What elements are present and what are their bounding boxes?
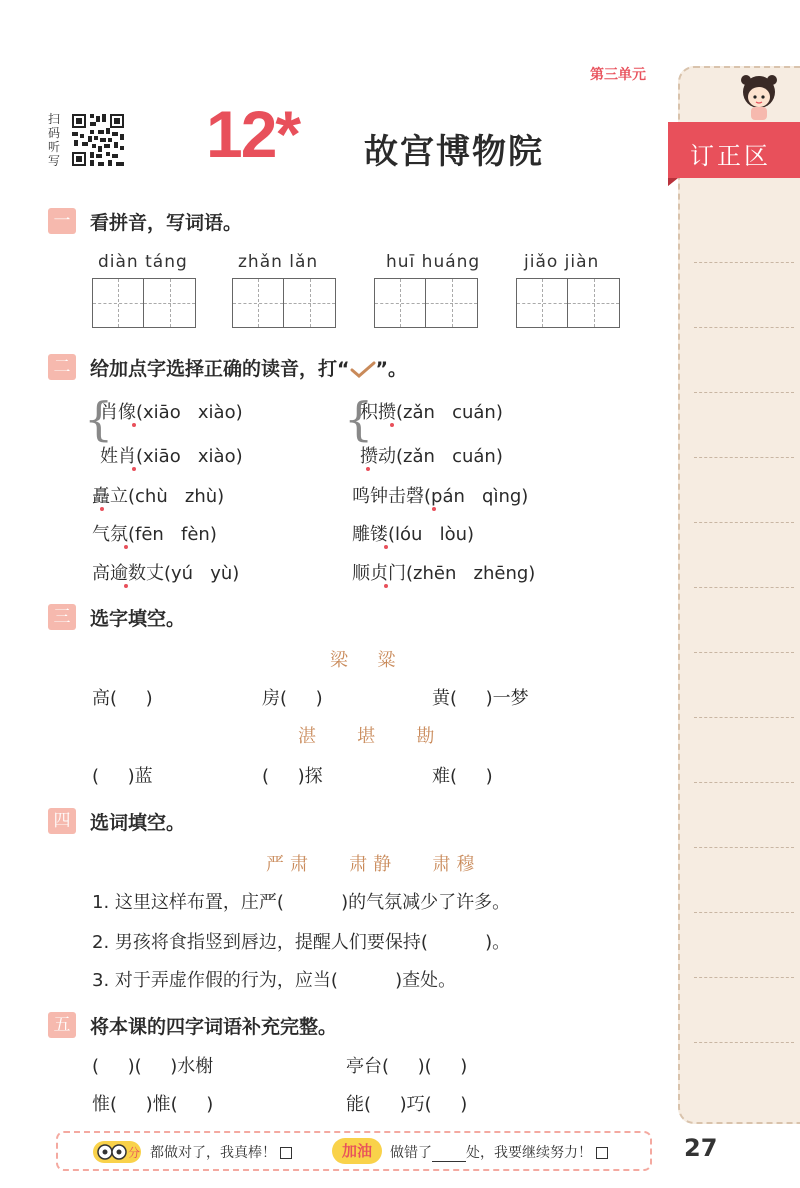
qr-code-icon[interactable]	[70, 112, 126, 168]
fill-blank-item[interactable]: 黄( )一梦	[432, 688, 529, 709]
panel-line	[694, 912, 794, 913]
emphasis-dot	[124, 545, 128, 549]
panel-line	[694, 717, 794, 718]
panel-line	[694, 457, 794, 458]
idiom-item[interactable]: ( )( )水榭	[92, 1056, 214, 1077]
pronunciation-item[interactable]: 高逾数丈(yú yù)	[92, 563, 240, 584]
emphasis-dot	[432, 507, 436, 511]
pronunciation-item[interactable]: 雕镂(lóu lòu)	[352, 524, 475, 545]
emphasis-dot	[366, 467, 370, 471]
section-badge: 四	[48, 808, 76, 834]
sentence-item[interactable]: 2. 男孩将食指竖到唇边，提醒人们要保持( )。	[92, 932, 511, 953]
lesson-number: 12*	[206, 97, 300, 171]
fill-blank-item[interactable]: 难( )	[432, 766, 493, 787]
fill-blank-item[interactable]: 高( )	[92, 688, 153, 709]
checkmark-icon	[350, 361, 376, 379]
section-title: 选词填空。	[90, 812, 186, 834]
section-title: 将本课的四字词语补充完整。	[90, 1016, 338, 1038]
writing-grid[interactable]	[374, 278, 478, 328]
word-options: 梁 粱	[330, 650, 402, 671]
section-title-text: ”。	[375, 358, 407, 380]
pronunciation-item[interactable]: 攒动(zǎn cuán)	[360, 446, 503, 467]
panel-line	[694, 1042, 794, 1043]
fill-blank-item[interactable]: 房( )	[262, 688, 323, 709]
pronunciation-item[interactable]: 姓肖(xiāo xiào)	[100, 446, 243, 467]
pinyin-label: diàn táng	[98, 252, 188, 272]
word-options: 严肃 肃静 肃穆	[266, 854, 481, 875]
wrong-count-text	[390, 1142, 608, 1162]
sentence-item[interactable]: 3. 对于弄虚作假的行为，应当( )查处。	[92, 970, 457, 991]
all-correct-checkbox[interactable]	[280, 1147, 292, 1159]
section-title	[90, 354, 407, 381]
wrong-count-blank[interactable]	[432, 1145, 466, 1162]
writing-grid[interactable]	[516, 278, 620, 328]
score-label: 分	[127, 1146, 141, 1160]
panel-line	[694, 522, 794, 523]
word-options: 湛 堪 勘	[298, 726, 441, 747]
section-title: 看拼音，写词语。	[90, 212, 243, 234]
pinyin-label: zhǎn lǎn	[238, 252, 319, 272]
pronunciation-item[interactable]: 肖像(xiāo xiào)	[100, 402, 243, 423]
emphasis-dot	[384, 545, 388, 549]
emphasis-dot	[384, 584, 388, 588]
page-number: 27	[684, 1134, 718, 1162]
lesson-title: 故宫博物院	[364, 132, 544, 172]
section-badge: 二	[48, 354, 76, 380]
panel-line	[694, 782, 794, 783]
emphasis-dot	[124, 584, 128, 588]
emphasis-dot	[132, 467, 136, 471]
wrong-count-prefix: 做错了	[390, 1145, 432, 1161]
all-correct-label: 都做对了，我真棒！	[150, 1145, 276, 1161]
correction-panel	[678, 66, 800, 1124]
cartoon-girl-icon	[736, 70, 782, 122]
panel-line	[694, 327, 794, 328]
sentence-item[interactable]: 1. 这里这样布置，庄严( )的气氛减少了许多。	[92, 892, 511, 913]
panel-line	[694, 847, 794, 848]
wrong-count-suffix: 处，我要继续努力！	[466, 1145, 592, 1161]
writing-grid[interactable]	[232, 278, 336, 328]
panel-line	[694, 587, 794, 588]
idiom-item[interactable]: 惟( )惟( )	[92, 1094, 214, 1115]
panel-line	[694, 262, 794, 263]
section-title-text: 给加点字选择正确的读音，打“	[90, 358, 350, 380]
pronunciation-item[interactable]: 鸣钟击磬(pán qìng)	[352, 486, 529, 507]
brace-icon: {	[344, 392, 374, 446]
pinyin-label: jiǎo jiàn	[524, 252, 600, 272]
brace-icon: {	[84, 392, 114, 446]
unit-label: 第三单元	[590, 67, 646, 83]
pronunciation-item[interactable]: 矗立(chù zhù)	[92, 486, 225, 507]
jiayou-badge: 加油	[332, 1138, 382, 1164]
idiom-item[interactable]: 亭台( )( )	[346, 1056, 468, 1077]
wrong-count-checkbox[interactable]	[596, 1147, 608, 1159]
pronunciation-item[interactable]: 顺贞门(zhēn zhēng)	[352, 563, 536, 584]
emphasis-dot	[100, 507, 104, 511]
scan-label: 扫码听写	[48, 112, 61, 168]
emphasis-dot	[132, 423, 136, 427]
goggles-face-icon	[92, 1139, 142, 1165]
idiom-item[interactable]: 能( )巧( )	[346, 1094, 468, 1115]
pinyin-label: huī huáng	[386, 252, 481, 272]
panel-line	[694, 977, 794, 978]
section-badge: 一	[48, 208, 76, 234]
correction-tag-label: 订正区	[690, 142, 771, 170]
pronunciation-item[interactable]: 积攒(zǎn cuán)	[360, 402, 503, 423]
writing-grid[interactable]	[92, 278, 196, 328]
panel-line	[694, 392, 794, 393]
all-correct-text	[150, 1142, 292, 1162]
pronunciation-item[interactable]: 气氛(fēn fèn)	[92, 524, 217, 545]
section-badge: 五	[48, 1012, 76, 1038]
section-title: 选字填空。	[90, 608, 186, 630]
fill-blank-item[interactable]: ( )探	[262, 766, 323, 787]
panel-line	[694, 652, 794, 653]
section-badge: 三	[48, 604, 76, 630]
fill-blank-item[interactable]: ( )蓝	[92, 766, 153, 787]
emphasis-dot	[390, 423, 394, 427]
